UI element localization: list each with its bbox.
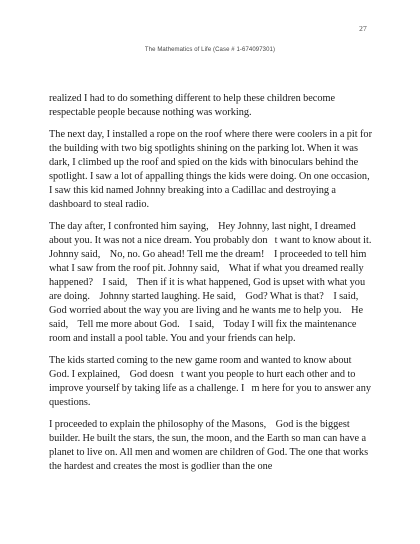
paragraph: The next day, I installed a rope on the roof where there were coolers in a pit for the building with two big spotlights shining on the parking lot. When it was dark, I climbed up the roof and spied on the kids with binoculars behind the spotlight. I saw a lot of appalling things the kids were doing. On one occasion, I saw this kid named Johnny breaking into a Cadillac and destroying a dashboard to steal radio. <box>49 129 375 210</box>
paragraph: The day after, I confronted him saying, Hey Johnny, last night, I dreamed about you. It was not a nice dream. You probably don t want to know about it. Johnny said, No, no. Go ahead! Tell me the dream! I proceeded to tell him what I saw from the roof pit. Johnny said, What if what you dreamed really happened? I said, Then if it is what happened, God is upset with what you are doing. Johnny started laughing. He said, God? What is that? I said, God worried about the way you are living and he wants me to help you. He said, Tell me more about God. I said, Today I will fix the maintenance room and install a pool table. You and your friends can help. <box>49 221 381 344</box>
paragraph: I proceeded to explain the philosophy of the Masons, God is the biggest builder. He built the stars, the sun, the moon, and the Earth so man can have a planet to live on. All men and women are children of God. The one that works the hardest and creates the most is godlier than the one <box>49 419 371 472</box>
paragraph: realized I had to do something different to help these children become respectable people because nothing was working. <box>49 93 338 118</box>
body-text <box>49 92 381 482</box>
running-header: The Mathematics of Life (Case # 1-674097301) <box>144 47 276 53</box>
page-number: 27 <box>359 24 367 33</box>
paragraph: The kids started coming to the new game room and wanted to know about God. I explained, God doesn t want you people to hurt each other and to improve yourself by taking life as a challenge. I m here for you to answer any questions. <box>49 355 374 408</box>
